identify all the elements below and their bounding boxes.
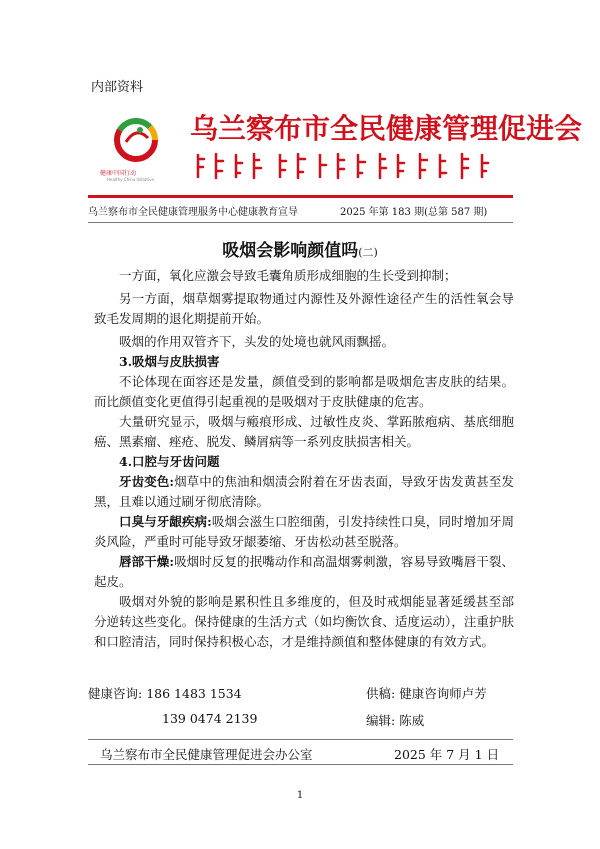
paragraph-2: 另一方面，烟草烟雾提取物通过内源性及外源性途径产生的活性氧会导致毛发周期的退化期提前开始。 bbox=[94, 291, 514, 326]
article-title-main: 吸烟会影响颜值吗 bbox=[222, 241, 359, 261]
gum-disease-label: 口臭与牙龈疾病: bbox=[119, 514, 212, 529]
page-number: 1 bbox=[296, 790, 304, 801]
footer-date: 2025 年 7 月 1 日 bbox=[394, 747, 500, 762]
phone-1: 186 1483 1534 bbox=[146, 686, 242, 701]
phone-2: 139 0474 2139 bbox=[162, 711, 258, 726]
consult-line-1 bbox=[88, 684, 242, 702]
mongolian-script-title bbox=[194, 151, 494, 181]
logo-subcaption: Healthy China Initiative bbox=[107, 177, 154, 182]
footer-office: 乌兰察布市全民健康管理促进会办公室 bbox=[100, 747, 313, 762]
paragraph-gum-disease bbox=[94, 512, 514, 552]
footer-rule-top bbox=[88, 739, 513, 740]
paragraph-3: 吸烟的作用双管齐下，头发的处境也就风雨飘摇。 bbox=[119, 334, 395, 349]
section-heading-3: 3.吸烟与皮肤损害 bbox=[119, 354, 220, 369]
consult-label: 健康咨询: bbox=[88, 686, 143, 701]
gum-disease-text: 吸烟会滋生口腔细菌，引发持续性口臭，同时增加牙周炎风险，严重时可能导致牙龈萎缩、牙齿松动甚至脱落。 bbox=[94, 514, 514, 549]
footer-rule-bottom bbox=[88, 764, 513, 765]
editor-line bbox=[366, 711, 424, 729]
article-title bbox=[0, 236, 600, 261]
editor-name: 陈威 bbox=[399, 713, 425, 728]
article-title-suffix: (二) bbox=[358, 246, 378, 259]
supplier-label: 供稿: bbox=[366, 686, 396, 701]
logo-caption: 健康中国行动 bbox=[100, 170, 137, 177]
section-heading-4: 4.口腔与牙齿问题 bbox=[119, 454, 220, 469]
paragraph-4: 不论体现在面容还是发量，颜值受到的影响都是吸烟危害皮肤的结果。而比颜值变化更值得引起重视的是吸烟对于皮肤健康的危害。 bbox=[94, 374, 514, 409]
paragraph-6: 吸烟对外貌的影响是累积性且多维度的，但及时戒烟能显著延缓甚至部分逆转这些变化。保持健康的生活方式（如均衡饮食、适度运动），注重护肤和口腔清洁，同时保持积极心态，才是维持颜值和整体健康的有效方式。 bbox=[94, 594, 514, 649]
org-title: 乌兰察布市全民健康管理促进会 bbox=[190, 112, 583, 145]
paragraph-teeth-color bbox=[94, 472, 514, 512]
supplier-line bbox=[366, 684, 487, 702]
header-issue: 2025 年第 183 期(总第 587 期) bbox=[340, 207, 488, 218]
header-red-rule bbox=[88, 195, 513, 198]
internal-label: 内部资料 bbox=[91, 80, 144, 95]
dry-lips-label: 唇部干燥: bbox=[119, 554, 174, 569]
paragraph-dry-lips bbox=[94, 552, 514, 592]
header-publisher: 乌兰察布市全民健康管理服务中心健康教育宣导 bbox=[88, 207, 298, 218]
supplier-name: 健康咨询师卢芳 bbox=[399, 686, 487, 701]
dry-lips-text: 吸烟时反复的抿嘴动作和高温烟雾刺激，容易导致嘴唇干裂、起皮。 bbox=[94, 554, 514, 589]
editor-label: 编辑: bbox=[366, 713, 396, 728]
teeth-color-text: 烟草中的焦油和烟渍会附着在牙齿表面，导致牙齿发黄甚至发黑，且难以通过刷牙彻底清除。 bbox=[94, 474, 514, 509]
header-rule bbox=[88, 222, 513, 223]
paragraph-1: 一方面，氧化应激会导致毛囊角质形成细胞的生长受到抑制； bbox=[119, 268, 457, 283]
paragraph-5: 大量研究显示，吸烟与瘢痕形成、过敏性皮炎、掌跖脓疱病、基底细胞癌、黑素瘤、痤疮、脱发、鳞屑病等一系列皮肤损害相关。 bbox=[94, 414, 514, 449]
teeth-color-label: 牙齿变色: bbox=[119, 474, 174, 489]
